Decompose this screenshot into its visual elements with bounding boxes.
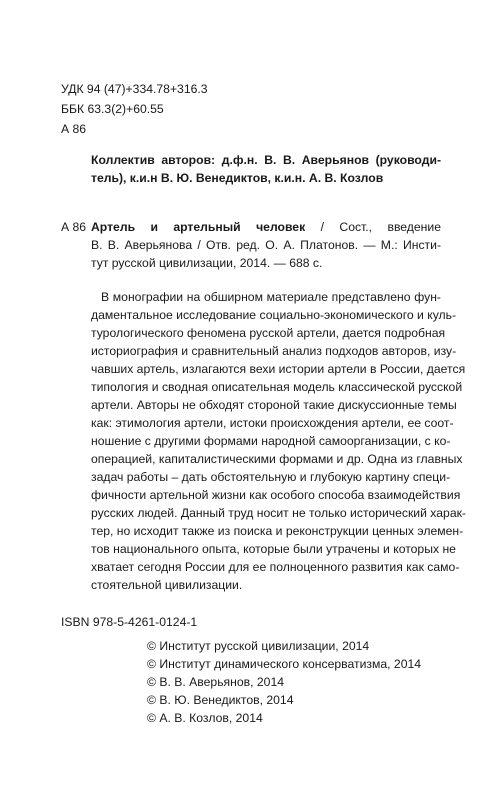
abstract-line: даментальное исследование социально-экономического и куль- [91, 308, 457, 322]
abstract-line: задач работы – дать обстоятельную и глубокую картину специ- [91, 470, 451, 484]
copyright-line: © В. Ю. Венедиктов, 2014 [147, 693, 294, 707]
abstract-line: ношение с другими формами народной самоорганизации, с ко- [91, 434, 451, 448]
copyright-line: © А. В. Козлов, 2014 [147, 711, 263, 725]
copyright-line: © Институт динамического консерватизма, 2014 [147, 657, 422, 671]
abstract-line: тов национального опыта, которые были утрачены и которых не [91, 542, 456, 556]
bib-author-mark: А 86 [61, 220, 87, 234]
copyright-line: © Институт русской цивилизации, 2014 [147, 639, 370, 653]
abstract-line: артели. Авторы не обходят стороной такие дискуссионные темы [91, 398, 457, 412]
abstract-line: турологического феномена русской артели, дается подробная [91, 326, 446, 340]
isbn: ISBN 978-5-4261-0124-1 [61, 615, 198, 629]
bib-line-3: тут русской цивилизации, 2014. — 688 с. [91, 256, 323, 270]
abstract-line: как: этимология артели, истоки происхождения артели, ее соот- [91, 416, 454, 430]
udk-code: УДК 94 (47)+334.78+316.3 [61, 82, 208, 96]
abstract-line: хватает сегодня России для ее полноценного развития как само- [91, 560, 460, 574]
authors-line-1: Коллектив авторов: д.ф.н. В. В. Аверьянов (руководи- [91, 153, 441, 167]
bib-line-1 [91, 219, 441, 236]
author-mark: А 86 [61, 122, 87, 136]
bbk-code: ББК 63.3(2)+60.55 [61, 102, 164, 116]
abstract-line: историография и сравнительный анализ подходов авторов, изу- [91, 344, 457, 358]
abstract-line: чавших артель, излагаются вехи истории артели в России, дается [91, 362, 466, 376]
copyright-line: © В. В. Аверьянов, 2014 [147, 675, 285, 689]
abstract-line: тер, но исходит также из поиска и реконструкции ценных элемен- [91, 524, 464, 538]
abstract-line: фичности артельной жизни как особого способа взаимодействия [91, 488, 461, 502]
abstract-line: В монографии на обширном материале представлено фун- [101, 290, 441, 304]
abstract-line: операцией, капиталистическими формами и др. Одна из главных [91, 452, 463, 466]
abstract-line: русских людей. Данный труд носит не только исторический харак- [91, 506, 466, 520]
authors-line-2: тель), к.и.н В. Ю. Венедиктов, к.и.н. А. В. Козлов [91, 171, 384, 185]
abstract-line: стоятельной цивилизации. [91, 578, 243, 592]
book-title: Артель и артельный человек [91, 220, 306, 234]
abstract-line: типология и сводная описательная модель классической русской [91, 380, 463, 394]
bib-line-1-rest: / Сост., введение [305, 220, 441, 234]
bib-line-2: В. В. Аверьянова / Отв. ред. О. А. Платонов. — М.: Инсти- [91, 238, 441, 252]
